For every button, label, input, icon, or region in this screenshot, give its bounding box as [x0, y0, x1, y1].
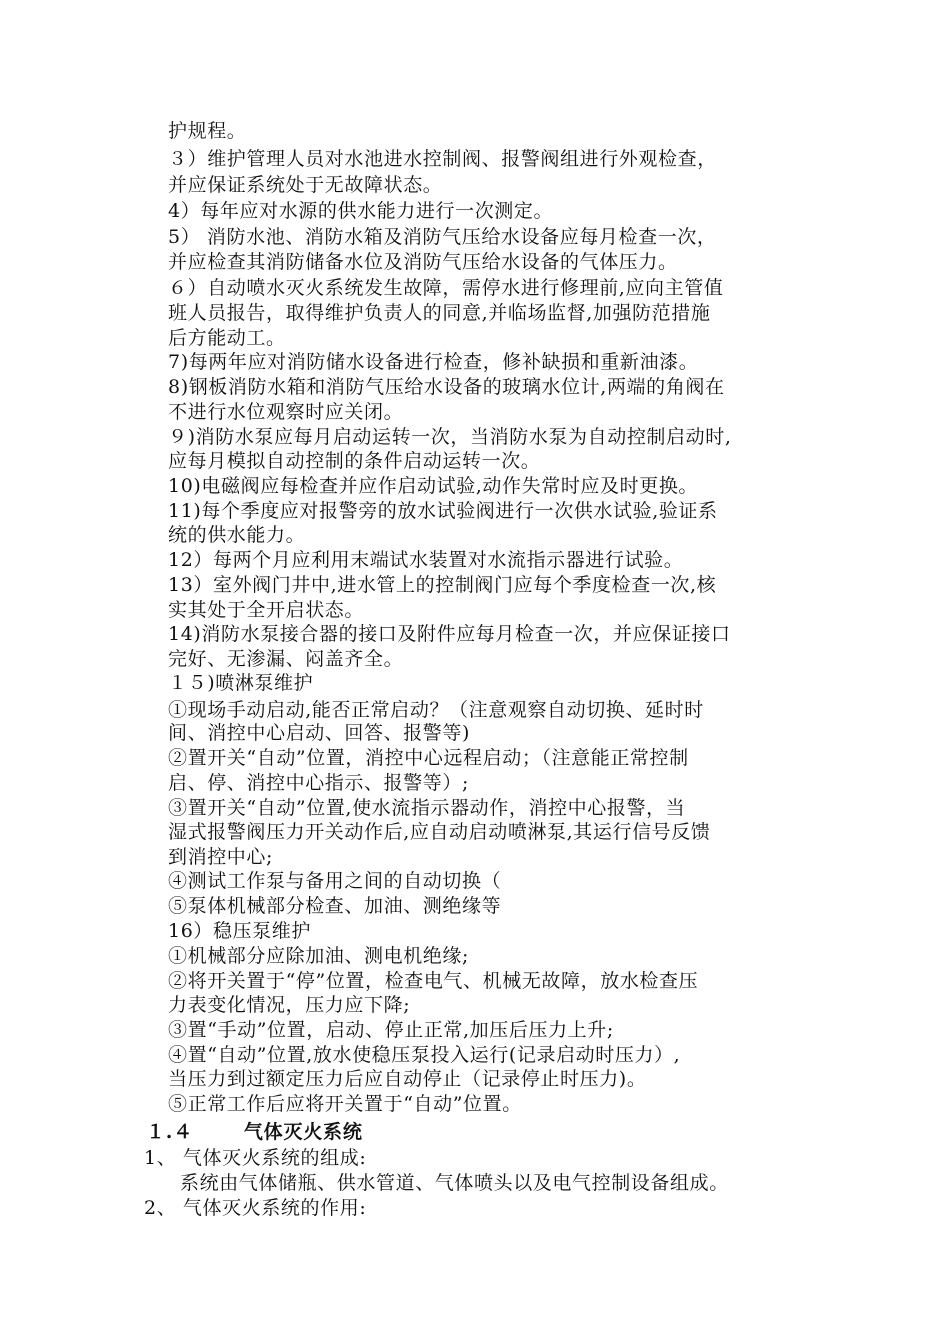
text-line: ④置“自动”位置,放水使稳压泵投入运行(记录启动时压力）,	[168, 1044, 681, 1066]
text-line: ③置开关“自动”位置,使水流指示器动作，消控中心报警，当	[168, 797, 686, 819]
text-line: 5） 消防水池、消防水箱及消防气压给水设备应每月检查一次，	[168, 226, 717, 248]
text-line: 不进行水位观察时应关闭。	[168, 401, 404, 423]
text-line: 12）每两个月应利用末端试水装置对水流指示器进行试验。	[168, 549, 684, 571]
text-line: 7)每两年应对消防储水设备进行检查，修补缺损和重新油漆。	[168, 351, 699, 373]
text-line: 湿式报警阀压力开关动作后,应自动启动喷淋泵,其运行信号反馈	[168, 821, 711, 843]
section-heading	[146, 1120, 363, 1145]
text-line: 实其处于全开启状态。	[168, 599, 365, 621]
text-line: 后方能动工。	[168, 327, 286, 349]
text-line: ①机械部分应除加油、测电机绝缘;	[168, 945, 470, 967]
text-line: 14)消防水泵接合器的接口及附件应每月检查一次，并应保证接口	[168, 623, 731, 645]
text-line: ③置“手动”位置，启动、停止正常,加压后压力上升;	[168, 1019, 614, 1041]
text-line: 护规程。	[168, 120, 247, 142]
text-line: ３）维护管理人员对水池进水控制阀、报警阀组进行外观检查，	[168, 148, 717, 170]
text-line: ②将开关置于“停”位置，检查电气、机械无故障，放水检查压	[168, 970, 699, 992]
text-line: 10)电磁阀应每检查并应作启动试验,动作失常时应及时更换。	[168, 475, 699, 497]
text-line: ④测试工作泵与备用之间的自动切换（	[168, 870, 502, 892]
text-line: ⑤泵体机械部分检查、加油、测绝缘等	[168, 895, 502, 917]
text-line: 11)每个季度应对报警旁的放水试验阀进行一次供水试验,验证系	[168, 500, 718, 522]
text-line: 班人员报告，取得维护负责人的同意,并临场监督,加强防范措施	[168, 302, 711, 324]
text-line: 并应检查其消防储备水位及消防气压给水设备的气体压力。	[168, 251, 678, 273]
text-line: ②置开关“自动”位置，消控中心远程启动；（注意能正常控制	[168, 747, 689, 769]
text-line: ６）自动喷水灭火系统发生故障，需停水进行修理前,应向主管值	[168, 277, 724, 299]
text-line: ①现场手动启动,能否正常启动？（注意观察自动切换、延时时	[168, 699, 704, 721]
text-line: 当压力到过额定压力后应自动停止（记录停止时压力)。	[168, 1068, 647, 1090]
list-item: 2、 气体灭火系统的作用:	[144, 1197, 367, 1219]
text-line: 13）室外阀门井中,进水管上的控制阀门应每个季度检查一次,核	[168, 574, 717, 596]
text-line: 到消控中心;	[168, 846, 274, 868]
text-line: 8)钢板消防水箱和消防气压给水设备的玻璃水位计,两端的角阀在	[168, 376, 725, 398]
text-line: 力表变化情况，压力应下降;	[168, 994, 411, 1016]
list-item-body: 系统由气体储瓶、供水管道、气体喷头以及电气控制设备组成。	[180, 1172, 729, 1194]
text-line: 启、停、消控中心指示、报警等）;	[168, 772, 470, 794]
section-title: 气体灭火系统	[243, 1121, 363, 1143]
text-line: 间、消控中心启动、回答、报警等)	[168, 722, 471, 744]
text-line: ９)消防水泵应每月启动运转一次，当消防水泵为自动控制启动时,	[168, 426, 732, 448]
text-line: 4）每年应对水源的供水能力进行一次测定。	[168, 200, 554, 222]
text-line: 完好、无渗漏、闷盖齐全。	[168, 648, 404, 670]
text-line: 并应保证系统处于无故障状态。	[168, 174, 443, 196]
text-line: ⑤正常工作后应将开关置于“自动”位置。	[168, 1093, 522, 1115]
text-line: 应每月模拟自动控制的条件启动运转一次。	[168, 450, 541, 472]
text-line: 16）稳压泵维护	[168, 920, 311, 942]
text-line: １５)喷淋泵维护	[168, 672, 314, 694]
list-item: 1、 气体灭火系统的组成:	[144, 1147, 367, 1169]
text-line: 统的供水能力。	[168, 524, 306, 546]
section-number: １.４	[146, 1121, 194, 1143]
